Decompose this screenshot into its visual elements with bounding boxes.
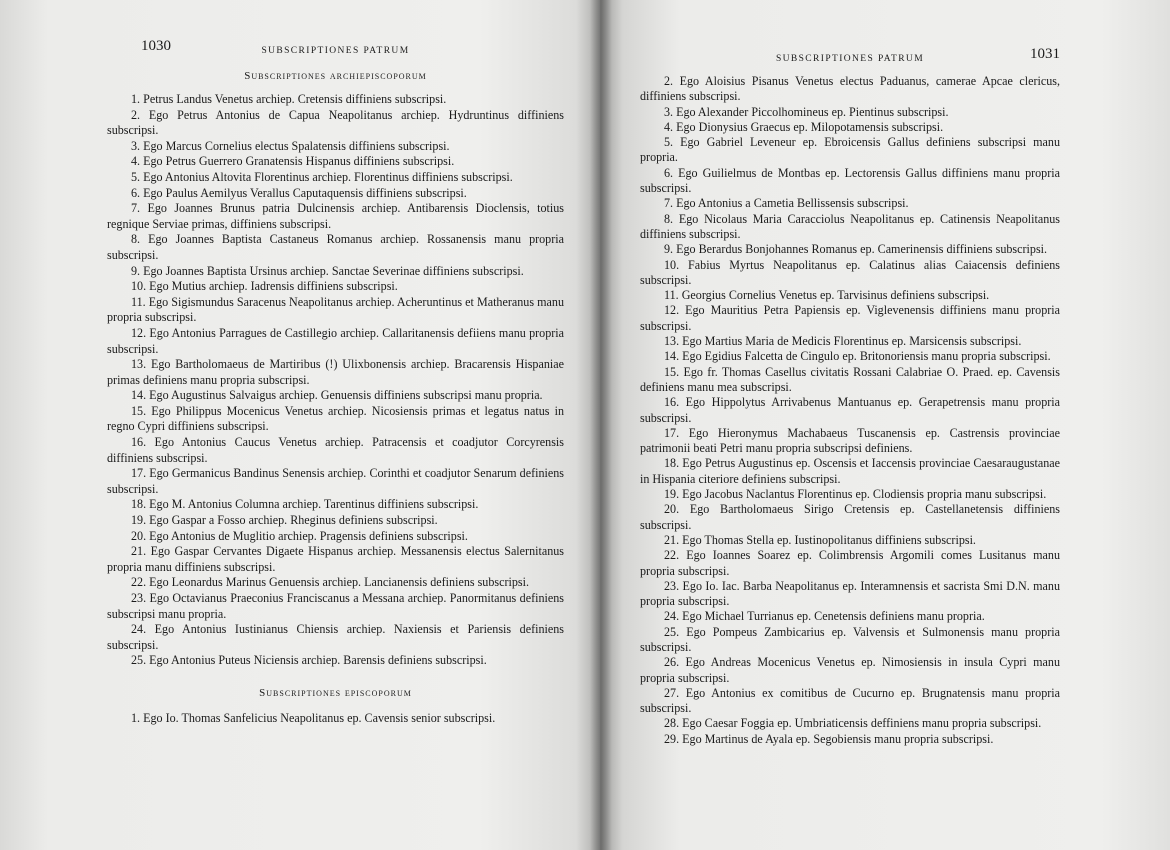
- list-item: 5. Ego Antonius Altovita Florentinus archiep. Florentinus diffiniens subscripsi.: [131, 169, 513, 184]
- list-item: 10. Ego Mutius archiep. Iadrensis diffiniens subscripsi.: [131, 279, 398, 294]
- list-item: 19. Ego Jacobus Naclantus Florentinus ep. Clodiensis propria manu subscripsi.: [664, 487, 1047, 502]
- list-item: 7. Ego Joannes Brunus patria Dulcinensis archiep. Antibarensis Dioclensis, totius regnique Serviae primas, diffiniens subscripsi.: [107, 201, 564, 231]
- list-item: 24. Ego Antonius Iustinianus Chiensis archiep. Naxiensis et Pariensis definiens subscripsi.: [107, 622, 564, 652]
- list-item: 18. Ego M. Antonius Columna archiep. Tarentinus diffiniens subscripsi.: [131, 497, 479, 512]
- list-item: 13. Ego Bartholomaeus de Martiribus (!) Ulixbonensis archiep. Bracarensis Hispaniae primas definiens manu propria subscripsi.: [107, 357, 564, 387]
- bishops-list-continued: [640, 74, 1060, 747]
- list-item: 19. Ego Gaspar a Fosso archiep. Rheginus definiens subscripsi.: [131, 513, 438, 528]
- list-item: 8. Ego Nicolaus Maria Caracciolus Neapolitanus ep. Catinensis Neapolitanus diffiniens subscripsi.: [640, 211, 1060, 241]
- list-item: 13. Ego Martius Maria de Medicis Florentinus ep. Marsicensis subscripsi.: [664, 334, 1022, 349]
- list-item: 27. Ego Antonius ex comitibus de Cucurno ep. Brugnatensis manu propria subscripsi.: [640, 685, 1060, 716]
- book-gutter-shadow: [590, 0, 612, 850]
- list-item: 8. Ego Joannes Baptista Castaneus Romanus archiep. Rossanensis manu propria subscripsi.: [107, 232, 564, 262]
- bishops-list: [107, 711, 564, 727]
- list-item: 24. Ego Michael Turrianus ep. Cenetensis definiens manu propria.: [664, 609, 985, 624]
- list-item: 2. Ego Petrus Antonius de Capua Neapolitanus archiep. Hydruntinus diffiniens subscripsi.: [107, 107, 564, 138]
- list-item: 21. Ego Gaspar Cervantes Digaete Hispanus archiep. Messanensis electus Salernitanus propria manu diffiniens subscripsi.: [107, 544, 564, 574]
- list-item: 14. Ego Augustinus Salvaigus archiep. Genuensis diffiniens subscripsi manu propria.: [131, 388, 543, 403]
- list-item: 6. Ego Paulus Aemilyus Verallus Caputaquensis diffiniens subscripsi.: [131, 185, 467, 200]
- list-item: 21. Ego Thomas Stella ep. Iustinopolitanus diffiniens subscripsi.: [664, 532, 976, 547]
- list-item: 26. Ego Andreas Mocenicus Venetus ep. Nimosiensis in insula Cypri manu propria subscripsi.: [640, 655, 1060, 685]
- list-item: 12. Ego Mauritius Petra Papiensis ep. Viglevenensis diffiniens manu propria subscripsi.: [640, 303, 1060, 333]
- list-item: 11. Georgius Cornelius Venetus ep. Tarvisinus definiens subscripsi.: [664, 288, 990, 303]
- bishops-section-title: Subscriptiones episcoporum: [259, 686, 412, 699]
- list-item: 7. Ego Antonius a Cametia Bellissensis subscripsi.: [664, 196, 909, 211]
- right-page-header: [640, 42, 1060, 64]
- list-item: 22. Ego Leonardus Marinus Genuensis archiep. Lancianensis definiens subscripsi.: [131, 575, 529, 590]
- left-page-header: [107, 38, 564, 60]
- list-item: 25. Ego Pompeus Zambicarius ep. Valvensis et Sulmonensis manu propria subscripsi.: [640, 624, 1060, 654]
- list-item: 1. Ego Io. Thomas Sanfelicius Neapolitanus ep. Cavensis senior subscripsi.: [131, 710, 496, 725]
- list-item: 2. Ego Aloisius Pisanus Venetus electus Paduanus, camerae Apcae clericus, diffiniens subscripsi.: [640, 74, 1060, 104]
- list-item: 28. Ego Caesar Foggia ep. Umbriaticensis deffiniens manu propria subscripsi.: [664, 716, 1042, 731]
- list-item: 20. Ego Antonius de Muglitio archiep. Pragensis definiens subscripsi.: [131, 528, 468, 543]
- list-item: 18. Ego Petrus Augustinus ep. Oscensis et Iaccensis provinciae Caesaraugustanae in Hispania citeriore definiens subscripsi.: [640, 456, 1060, 486]
- list-item: 23. Ego Octavianus Praeconius Franciscanus a Messana archiep. Panormitanus definiens subscripsi manu propria.: [107, 591, 564, 621]
- list-item: 12. Ego Antonius Parragues de Castillegio archiep. Callaritanensis defiiens manu propria subscripsi.: [107, 325, 564, 356]
- archbishops-list: [107, 92, 564, 669]
- list-item: 23. Ego Io. Iac. Barba Neapolitanus ep. Interamnensis et sacrista Smi D.N. manu propria subscripsi.: [640, 578, 1060, 609]
- list-item: 14. Ego Egidius Falcetta de Cingulo ep. Britonoriensis manu propria subscripsi.: [664, 349, 1051, 364]
- right-running-head: SUBSCRIPTIONES PATRUM: [775, 54, 925, 64]
- list-item: 6. Ego Guilielmus de Montbas ep. Lectorensis Gallus diffiniens manu propria subscripsi.: [640, 165, 1060, 196]
- list-item: 3. Ego Alexander Piccolhomineus ep. Pientinus subscripsi.: [664, 104, 949, 119]
- list-item: 5. Ego Gabriel Leveneur ep. Ebroicensis Gallus definiens subscripsi manu propria.: [640, 135, 1060, 165]
- left-running-head: SUBSCRIPTIONES PATRUM: [261, 46, 410, 56]
- archbishops-section-title: Subscriptiones archiepiscoporum: [244, 70, 427, 82]
- list-item: 10. Fabius Myrtus Neapolitanus ep. Calatinus alias Caiacensis definiens subscripsi.: [640, 257, 1060, 287]
- list-item: 16. Ego Antonius Caucus Venetus archiep. Patracensis et coadjutor Corcyrensis diffiniens subscripsi.: [107, 435, 564, 465]
- list-item: 17. Ego Germanicus Bandinus Senensis archiep. Corinthi et coadjutor Senarum definiens subscripsi.: [107, 466, 564, 496]
- list-item: 15. Ego Philippus Mocenicus Venetus archiep. Nicosiensis primas et legatus natus in regno Cypri diffiniens subscripsi.: [107, 403, 564, 434]
- right-page-number: 1031: [1030, 46, 1060, 62]
- list-item: 22. Ego Ioannes Soarez ep. Colimbrensis Argomili comes Lusitanus manu propria subscripsi.: [640, 548, 1060, 578]
- list-item: 15. Ego fr. Thomas Casellus civitatis Rossani Calabriae O. Praed. ep. Cavensis definiens manu mea subscripsi.: [640, 364, 1060, 394]
- list-item: 29. Ego Martinus de Ayala ep. Segobiensis manu propria subscripsi.: [664, 731, 994, 746]
- list-item: 16. Ego Hippolytus Arrivabenus Mantuanus ep. Gerapetrensis manu propria subscripsi.: [640, 395, 1060, 425]
- list-item: 4. Ego Petrus Guerrero Granatensis Hispanus diffiniens subscripsi.: [131, 154, 455, 169]
- list-item: 4. Ego Dionysius Graecus ep. Milopotamensis subscripsi.: [664, 119, 944, 134]
- list-item: 9. Ego Joannes Baptista Ursinus archiep. Sanctae Severinae diffiniens subscripsi.: [131, 263, 524, 278]
- list-item: 20. Ego Bartholomaeus Sirigo Cretensis ep. Castellanetensis diffiniens subscripsi.: [640, 502, 1060, 532]
- list-item: 25. Ego Antonius Puteus Niciensis archiep. Barensis definiens subscripsi.: [131, 653, 487, 668]
- left-page-number: 1030: [141, 38, 171, 54]
- list-item: 1. Petrus Landus Venetus archiep. Cretensis diffiniens subscripsi.: [131, 92, 447, 106]
- list-item: 9. Ego Berardus Bonjohannes Romanus ep. Camerinensis diffiniens subscripsi.: [664, 242, 1048, 257]
- list-item: 3. Ego Marcus Cornelius electus Spalatensis diffiniens subscripsi.: [131, 138, 450, 153]
- list-item: 11. Ego Sigismundus Saracenus Neapolitanus archiep. Acheruntinus et Matheranus manu propria subscripsi.: [107, 294, 564, 325]
- right-page: [600, 0, 1170, 850]
- list-item: 17. Ego Hieronymus Machabaeus Tuscanensis ep. Castrensis provinciae patrimonii beati Petri manu propria subscripsi definiens.: [640, 425, 1060, 456]
